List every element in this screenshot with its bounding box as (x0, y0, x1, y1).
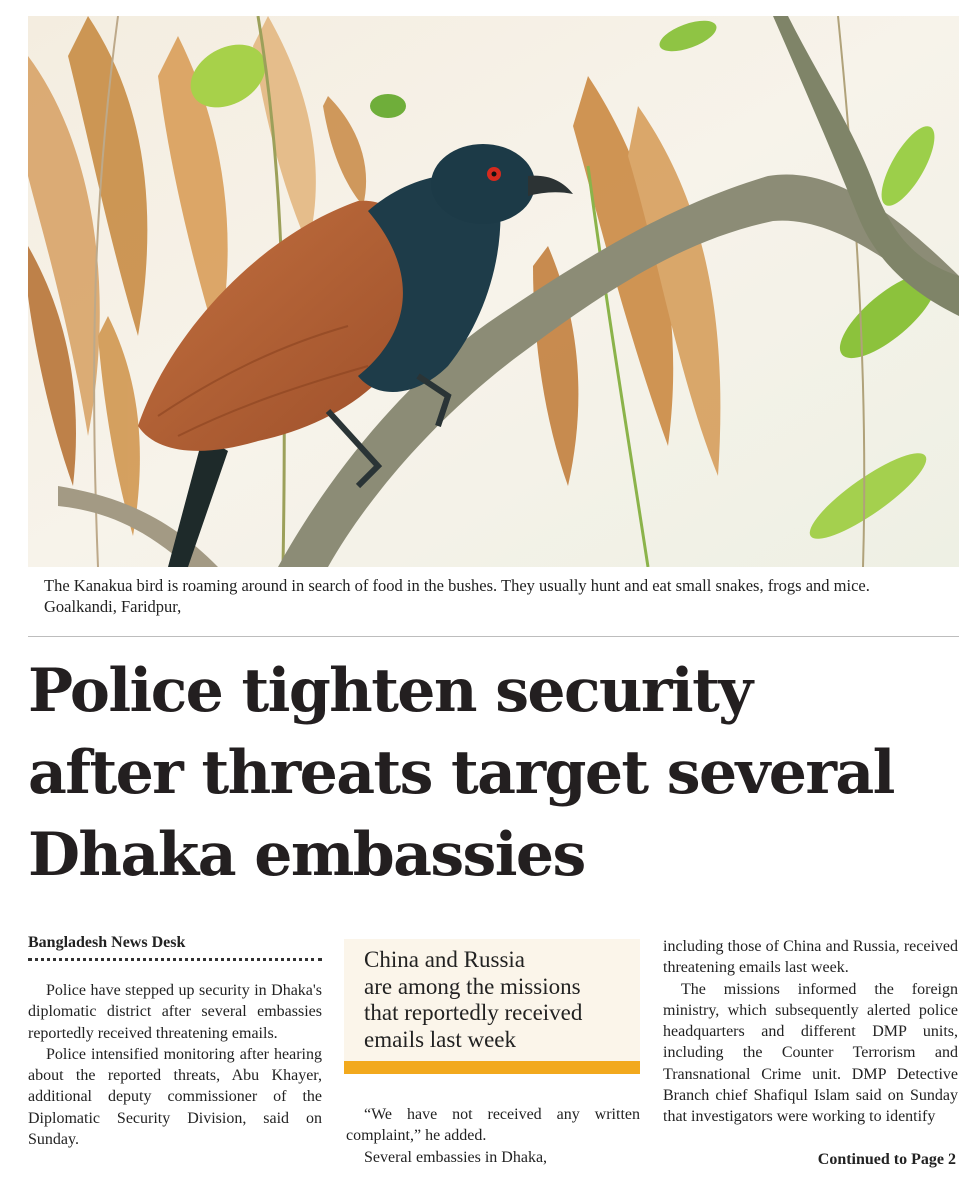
bird-photo (28, 16, 959, 567)
byline: Bangladesh News Desk (28, 934, 186, 951)
byline-dotted-rule (28, 958, 322, 961)
paragraph: Police intensified monitoring after hearing about the reported threats, Abu Khayer, additional deputy commissioner of the Diplomatic Security Division, said on Sunday. (28, 1045, 322, 1149)
photo-caption: The Kanakua bird is roaming around in search of food in the bushes. They usually hunt and eat small snakes, frogs and mice. Goalkandi, Faridpur, (44, 576, 870, 616)
article-column-3 (663, 936, 958, 1128)
pull-quote-line: that reportedly received (364, 1000, 583, 1025)
pull-quote-accent-bar (344, 1061, 640, 1074)
paragraph: The missions informed the foreign ministry, which subsequently alerted police headquarters and different DMP units, including the Counter Terrorism and Transnational Crime unit. DMP Detective Branch chief Shafiqul Islam said on Sunday that investigators were working to identify (663, 980, 958, 1126)
pull-quote (344, 939, 640, 1074)
headline-line-1: Police tighten security (28, 656, 752, 726)
paragraph: “We have not received any written complaint,” he added. (346, 1106, 640, 1145)
kanakua-bird-image (28, 16, 959, 567)
pull-quote-text (364, 947, 634, 1053)
pull-quote-line: emails last week (364, 1026, 517, 1052)
headline-line-3: Dhaka embassies (28, 820, 585, 890)
headline-line-2: after threats target several (28, 738, 894, 808)
headline (28, 650, 963, 896)
pull-quote-line: are among the missions (364, 973, 581, 999)
section-divider (28, 636, 959, 637)
article-column-2 (346, 1104, 640, 1168)
article-column-1 (28, 980, 322, 1150)
paragraph: Several embassies in Dhaka, (364, 1148, 548, 1166)
paragraph: including those of China and Russia, received threatening emails last week. (663, 938, 958, 977)
paragraph: Police have stepped up security in Dhaka's diplomatic district after several embassies reportedly received threatening emails. (28, 982, 322, 1042)
continued-link[interactable]: Continued to Page 2 (817, 1151, 956, 1168)
pull-quote-line: China and Russia (364, 947, 525, 972)
